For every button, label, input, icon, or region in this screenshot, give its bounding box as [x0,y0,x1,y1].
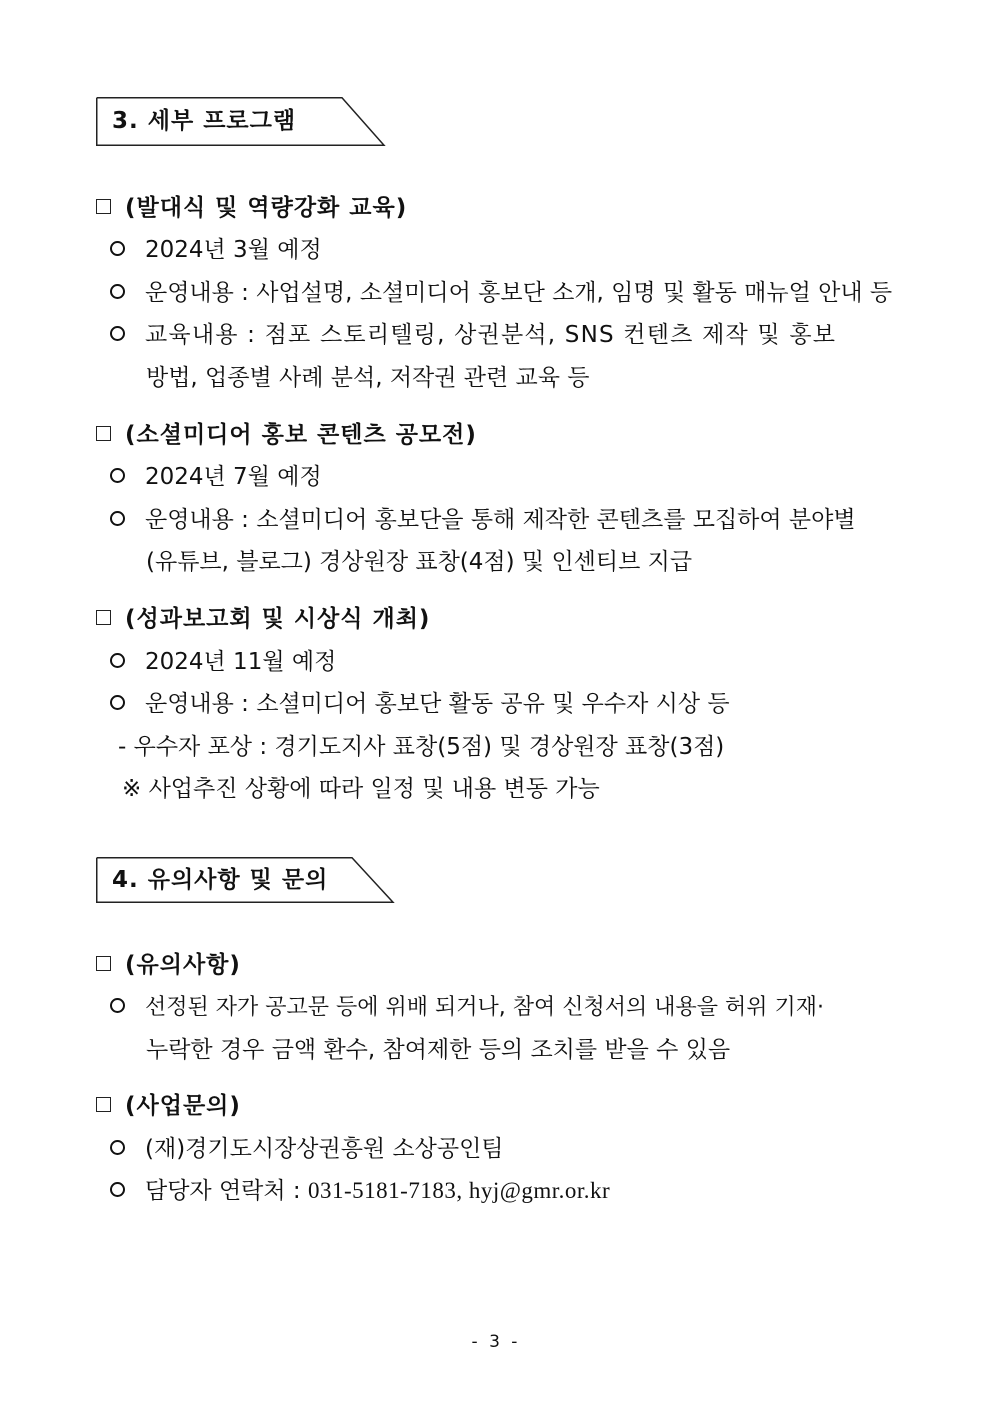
group-heading-text: (사업문의) [125,1093,241,1119]
circle-bullet-icon [110,1182,125,1197]
circle-bullet-icon [110,468,125,483]
group-heading-text: (소셜미디어 홍보 콘텐츠 공모전) [125,422,477,448]
list-item [110,504,856,536]
group-heading-contest [96,419,477,451]
note-text: ※ 사업추진 상황에 따라 일정 및 내용 변동 가능 [122,776,600,802]
circle-bullet-icon [110,511,125,526]
list-item-text: 2024년 11월 예정 [145,649,337,675]
group-heading-inquiry [96,1090,241,1122]
list-item [110,1133,504,1165]
list-item [110,1175,610,1207]
section-4-title: 4. 유의사항 및 문의 [112,867,329,893]
circle-bullet-icon [110,998,125,1013]
list-item-text: 운영내용 : 사업설명, 소셜미디어 홍보단 소개, 임명 및 활동 매뉴얼 안내 등 [145,280,893,306]
section-3-title: 3. 세부 프로그램 [112,108,297,134]
group-heading-launch [96,192,407,224]
page-number: - 3 - [471,1332,521,1352]
list-item-text: 운영내용 : 소셜미디어 홍보단을 통해 제작한 콘텐츠를 모집하여 분야별 [145,507,856,533]
square-bullet-icon [96,956,111,971]
contact-label: 담당자 연락처 : [145,1178,308,1204]
circle-bullet-icon [110,695,125,710]
list-item [110,688,730,720]
circle-bullet-icon [110,284,125,299]
group-heading-caution [96,949,241,981]
circle-bullet-icon [110,326,125,341]
list-item-text: 2024년 7월 예정 [145,464,322,490]
list-item-continuation: 방법, 업종별 사례 분석, 저작권 관련 교육 등 [146,365,590,391]
group-heading-text: (성과보고회 및 시상식 개최) [125,606,431,632]
circle-bullet-icon [110,241,125,256]
list-item-text: 운영내용 : 소셜미디어 홍보단 활동 공유 및 우수자 시상 등 [145,691,730,717]
list-item-text: 선정된 자가 공고문 등에 위배 되거나, 참여 신청서의 내용을 허위 기재· [145,995,824,1020]
group-heading-text: (발대식 및 역량강화 교육) [125,195,408,221]
dash-item: - 우수자 포상 : 경기도지사 표창(5점) 및 경상원장 표창(3점) [118,734,725,760]
square-bullet-icon [96,199,111,214]
list-item [110,461,322,493]
list-item-text: (재)경기도시장상권흥원 소상공인팀 [145,1136,504,1162]
square-bullet-icon [96,610,111,625]
circle-bullet-icon [110,653,125,668]
group-heading-report [96,603,430,635]
section-4-header [96,857,396,905]
square-bullet-icon [96,1097,111,1112]
square-bullet-icon [96,426,111,441]
list-item [110,234,322,266]
list-item-text: 교육내용 : 점포 스토리텔링, 상권분석, SNS 컨텐츠 제작 및 홍보 [145,322,837,348]
list-item [110,646,336,678]
contact-value: 031-5181-7183, hyj@gmr.or.kr [308,1178,611,1203]
circle-bullet-icon [110,1140,125,1155]
list-item-continuation: (유튜브, 블로그) 경상원장 표창(4점) 및 인센티브 지급 [146,549,693,575]
list-item [110,991,824,1024]
list-item-continuation: 누락한 경우 금액 환수, 참여제한 등의 조치를 받을 수 있음 [146,1037,731,1063]
list-item-text: 2024년 3월 예정 [145,237,322,263]
list-item [110,277,892,309]
group-heading-text: (유의사항) [125,952,241,978]
list-item [110,319,836,351]
section-3-header [96,97,386,145]
